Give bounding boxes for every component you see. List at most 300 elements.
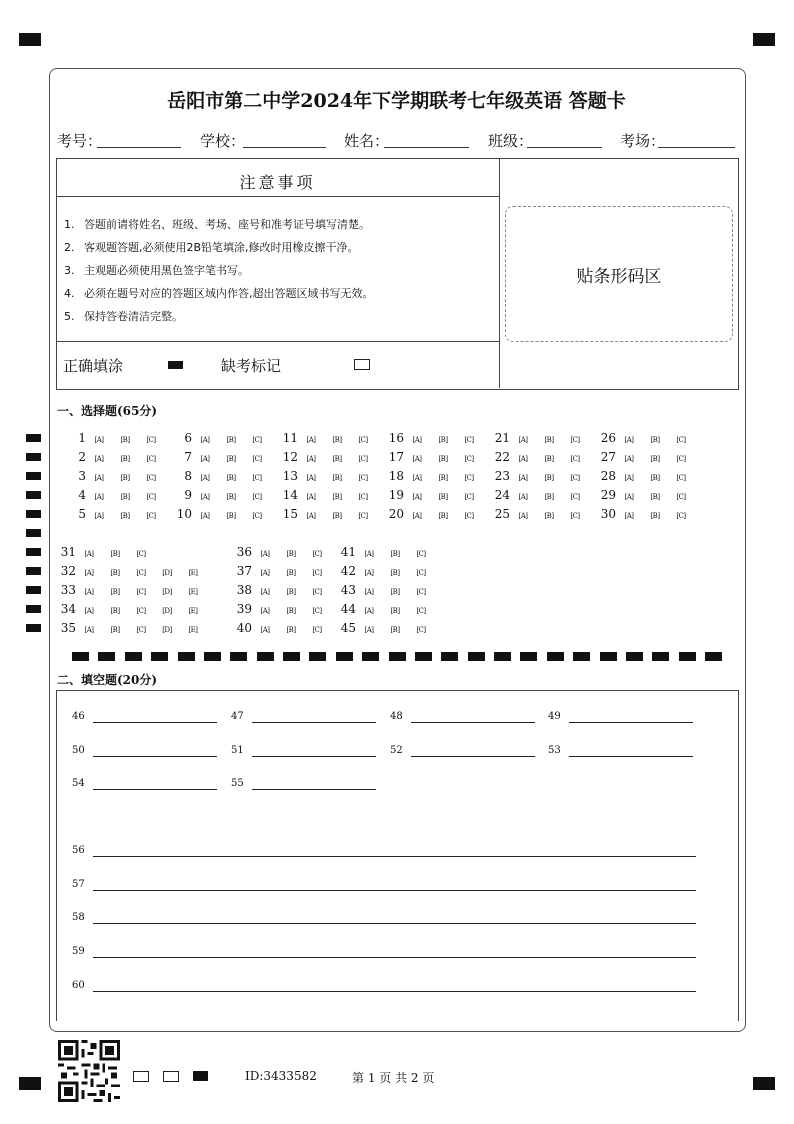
- answer-bubble[interactable]: [C]: [312, 550, 322, 558]
- blank-number: 54: [72, 778, 85, 789]
- answer-bubble[interactable]: [C]: [136, 626, 146, 634]
- choice-question: [62, 469, 168, 483]
- long-answer-line[interactable]: [93, 991, 696, 992]
- answer-bubble[interactable]: [B]: [390, 626, 400, 634]
- answer-bubble[interactable]: [A]: [306, 493, 316, 501]
- question-number: 32: [60, 564, 76, 578]
- question-number: 12: [282, 450, 298, 464]
- exam-room-field[interactable]: [658, 147, 735, 148]
- long-answer-line[interactable]: [93, 890, 696, 891]
- choice-question: [380, 488, 486, 502]
- answer-bubble[interactable]: [C]: [358, 436, 368, 444]
- answer-bubble[interactable]: [A]: [200, 436, 210, 444]
- question-number: 24: [494, 488, 510, 502]
- timing-mark: [26, 472, 41, 480]
- long-answer-number: 57: [72, 879, 85, 890]
- separator-block: [441, 652, 458, 661]
- timing-mark: [26, 586, 41, 594]
- answer-bubble[interactable]: [B]: [110, 550, 120, 558]
- blank-number: 53: [548, 745, 561, 756]
- choice-question: [592, 488, 698, 502]
- blank-answer-line[interactable]: [252, 722, 376, 723]
- blank-number: 55: [231, 778, 244, 789]
- answer-bubble[interactable]: [C]: [136, 550, 146, 558]
- answer-bubble[interactable]: [A]: [624, 455, 634, 463]
- answer-bubble[interactable]: [A]: [518, 455, 528, 463]
- answer-bubble[interactable]: [B]: [110, 569, 120, 577]
- choice-question: [332, 621, 438, 635]
- question-number: 4: [78, 488, 86, 502]
- answer-bubble[interactable]: [C]: [464, 474, 474, 482]
- answer-bubble[interactable]: [C]: [136, 607, 146, 615]
- blank-answer-line[interactable]: [93, 789, 217, 790]
- question-number: 6: [184, 431, 192, 445]
- answer-bubble[interactable]: [A]: [364, 626, 374, 634]
- answer-bubble[interactable]: [C]: [676, 512, 686, 520]
- choice-question: [332, 564, 438, 578]
- choice-question: [168, 450, 274, 464]
- sheet-title: 岳阳市第二中学2024年下学期联考七年级英语 答题卡: [167, 90, 626, 112]
- answer-bubble[interactable]: [A]: [84, 550, 94, 558]
- answer-bubble[interactable]: [E]: [188, 607, 198, 615]
- answer-bubble[interactable]: [D]: [162, 626, 172, 634]
- notice-item: 4. 必须在题号对应的答题区域内作答,超出答题区域书写无效。: [64, 287, 374, 300]
- separator-block: [204, 652, 221, 661]
- answer-bubble[interactable]: [B]: [120, 436, 130, 444]
- answer-bubble[interactable]: [A]: [306, 436, 316, 444]
- blank-answer-line[interactable]: [252, 789, 376, 790]
- separator-block: [468, 652, 485, 661]
- separator-block: [520, 652, 537, 661]
- separator-block: [125, 652, 142, 661]
- answer-bubble[interactable]: [C]: [416, 569, 426, 577]
- answer-bubble[interactable]: [C]: [570, 436, 580, 444]
- answer-bubble[interactable]: [B]: [332, 455, 342, 463]
- answer-bubble[interactable]: [A]: [364, 550, 374, 558]
- separator-block: [573, 652, 590, 661]
- answer-bubble[interactable]: [A]: [624, 493, 634, 501]
- blank-answer-line[interactable]: [411, 756, 535, 757]
- answer-bubble[interactable]: [B]: [650, 455, 660, 463]
- answer-bubble[interactable]: [A]: [84, 626, 94, 634]
- choice-question: [274, 469, 380, 483]
- answer-bubble[interactable]: [C]: [570, 474, 580, 482]
- answer-bubble[interactable]: [E]: [188, 588, 198, 596]
- answer-bubble[interactable]: [A]: [412, 512, 422, 520]
- question-number: 34: [60, 602, 76, 616]
- question-number: 10: [176, 507, 192, 521]
- answer-bubble[interactable]: [C]: [136, 588, 146, 596]
- answer-bubble[interactable]: [B]: [390, 550, 400, 558]
- blank-answer-line[interactable]: [411, 722, 535, 723]
- question-number: 25: [494, 507, 510, 521]
- school-field[interactable]: [243, 147, 326, 148]
- blank-answer-line[interactable]: [93, 722, 217, 723]
- answer-bubble[interactable]: [A]: [412, 493, 422, 501]
- separator-block: [309, 652, 326, 661]
- answer-bubble[interactable]: [A]: [260, 626, 270, 634]
- choice-question: [52, 602, 210, 616]
- long-answer-line[interactable]: [93, 856, 696, 857]
- separator-block: [626, 652, 643, 661]
- answer-bubble[interactable]: [C]: [136, 569, 146, 577]
- answer-bubble[interactable]: [A]: [306, 512, 316, 520]
- choice-question: [380, 450, 486, 464]
- answer-bubble[interactable]: [C]: [676, 455, 686, 463]
- choice-question: [332, 602, 438, 616]
- answer-bubble[interactable]: [B]: [438, 493, 448, 501]
- answer-bubble[interactable]: [A]: [624, 512, 634, 520]
- answer-bubble[interactable]: [B]: [438, 455, 448, 463]
- notice-item: 1. 答题前请将姓名、班级、考场、座号和准考证号填写清楚。: [64, 218, 370, 231]
- question-number: 17: [388, 450, 404, 464]
- answer-bubble[interactable]: [C]: [312, 607, 322, 615]
- answer-bubble[interactable]: [B]: [226, 493, 236, 501]
- timing-mark: [26, 567, 41, 575]
- blank-answer-line[interactable]: [569, 722, 693, 723]
- question-number: 20: [388, 507, 404, 521]
- answer-bubble[interactable]: [A]: [84, 569, 94, 577]
- barcode-area[interactable]: [505, 206, 733, 342]
- answer-bubble[interactable]: [C]: [358, 455, 368, 463]
- question-number: 7: [184, 450, 192, 464]
- question-number: 11: [282, 431, 298, 445]
- separator-block: [178, 652, 195, 661]
- alignment-marker-top-right: [753, 33, 775, 46]
- question-number: 38: [236, 583, 252, 597]
- answer-bubble[interactable]: [B]: [650, 493, 660, 501]
- answer-bubble[interactable]: [B]: [438, 436, 448, 444]
- blank-number: 48: [390, 711, 403, 722]
- blank-number: 47: [231, 711, 244, 722]
- answer-bubble[interactable]: [B]: [390, 607, 400, 615]
- section-separator-strip: [72, 652, 722, 661]
- answer-bubble[interactable]: [C]: [146, 455, 156, 463]
- choice-question: [168, 431, 274, 445]
- answer-bubble[interactable]: [A]: [94, 512, 104, 520]
- question-number: 41: [340, 545, 356, 559]
- alignment-marker-bottom-left: [19, 1077, 41, 1090]
- notice-item: 2. 客观题答题,必须使用2B铅笔填涂,修改时用橡皮擦干净。: [64, 241, 359, 254]
- question-number: 1: [78, 431, 86, 445]
- answer-bubble[interactable]: [C]: [252, 455, 262, 463]
- answer-bubble[interactable]: [A]: [624, 436, 634, 444]
- choice-question: [274, 431, 380, 445]
- answer-bubble[interactable]: [B]: [110, 626, 120, 634]
- answer-bubble[interactable]: [A]: [200, 455, 210, 463]
- separator-block: [389, 652, 406, 661]
- answer-bubble[interactable]: [B]: [110, 607, 120, 615]
- choice-question: [52, 564, 210, 578]
- answer-bubble[interactable]: [B]: [332, 493, 342, 501]
- exam-number-field[interactable]: [97, 147, 181, 148]
- answer-bubble[interactable]: [B]: [332, 512, 342, 520]
- answer-bubble[interactable]: [C]: [252, 474, 262, 482]
- question-number: 18: [388, 469, 404, 483]
- answer-bubble[interactable]: [C]: [676, 436, 686, 444]
- answer-bubble[interactable]: [C]: [252, 436, 262, 444]
- answer-bubble[interactable]: [B]: [110, 588, 120, 596]
- choice-question: [592, 469, 698, 483]
- answer-bubble[interactable]: [C]: [570, 512, 580, 520]
- answer-bubble[interactable]: [A]: [306, 455, 316, 463]
- answer-bubble[interactable]: [A]: [260, 550, 270, 558]
- answer-bubble[interactable]: [A]: [306, 474, 316, 482]
- question-number: 21: [494, 431, 510, 445]
- answer-bubble[interactable]: [B]: [226, 436, 236, 444]
- question-number: 15: [282, 507, 298, 521]
- answer-bubble[interactable]: [A]: [364, 569, 374, 577]
- answer-bubble[interactable]: [A]: [412, 455, 422, 463]
- question-number: 19: [388, 488, 404, 502]
- footer-box: [163, 1071, 179, 1082]
- answer-bubble[interactable]: [C]: [358, 512, 368, 520]
- long-answer-line[interactable]: [93, 923, 696, 924]
- choice-question: [592, 507, 698, 521]
- answer-bubble[interactable]: [B]: [286, 550, 296, 558]
- notice-divider-top: [56, 196, 499, 197]
- answer-bubble[interactable]: [C]: [358, 493, 368, 501]
- absent-mark-box[interactable]: [354, 359, 370, 370]
- answer-bubble[interactable]: [A]: [518, 493, 528, 501]
- answer-bubble[interactable]: [C]: [252, 493, 262, 501]
- question-number: 33: [60, 583, 76, 597]
- answer-bubble[interactable]: [D]: [162, 569, 172, 577]
- choice-question: [228, 602, 334, 616]
- answer-bubble[interactable]: [A]: [94, 474, 104, 482]
- question-number: 44: [340, 602, 356, 616]
- question-number: 45: [340, 621, 356, 635]
- answer-bubble[interactable]: [B]: [390, 569, 400, 577]
- answer-bubble[interactable]: [C]: [416, 588, 426, 596]
- blank-answer-line[interactable]: [252, 756, 376, 757]
- answer-bubble[interactable]: [A]: [260, 569, 270, 577]
- answer-bubble[interactable]: [A]: [260, 588, 270, 596]
- choice-question: [486, 507, 592, 521]
- answer-bubble[interactable]: [A]: [364, 607, 374, 615]
- question-number: 35: [60, 621, 76, 635]
- separator-block: [652, 652, 669, 661]
- blank-number: 49: [548, 711, 561, 722]
- answer-bubble[interactable]: [A]: [624, 474, 634, 482]
- answer-bubble[interactable]: [B]: [544, 436, 554, 444]
- timing-mark: [26, 434, 41, 442]
- choice-question: [486, 488, 592, 502]
- answer-bubble[interactable]: [C]: [146, 493, 156, 501]
- answer-bubble[interactable]: [C]: [676, 474, 686, 482]
- answer-bubble[interactable]: [C]: [312, 588, 322, 596]
- separator-block: [415, 652, 432, 661]
- answer-bubble[interactable]: [C]: [570, 493, 580, 501]
- answer-bubble[interactable]: [A]: [94, 493, 104, 501]
- sheet-id: ID:3433582: [245, 1069, 317, 1083]
- answer-bubble[interactable]: [C]: [570, 455, 580, 463]
- answer-bubble[interactable]: [C]: [464, 512, 474, 520]
- choice-question: [592, 431, 698, 445]
- answer-bubble[interactable]: [C]: [358, 474, 368, 482]
- question-number: 26: [600, 431, 616, 445]
- timing-mark: [26, 624, 41, 632]
- question-number: 40: [236, 621, 252, 635]
- timing-mark: [26, 548, 41, 556]
- choice-question: [486, 469, 592, 483]
- question-number: 30: [600, 507, 616, 521]
- answer-bubble[interactable]: [D]: [162, 607, 172, 615]
- answer-bubble[interactable]: [C]: [312, 626, 322, 634]
- question-number: 9: [184, 488, 192, 502]
- correct-fill-label: 正确填涂: [63, 357, 124, 375]
- question-number: 22: [494, 450, 510, 464]
- answer-bubble[interactable]: [B]: [650, 436, 660, 444]
- answer-bubble[interactable]: [C]: [146, 474, 156, 482]
- timing-mark: [26, 491, 41, 499]
- question-number: 14: [282, 488, 298, 502]
- separator-block: [98, 652, 115, 661]
- timing-mark: [26, 510, 41, 518]
- answer-bubble[interactable]: [C]: [464, 493, 474, 501]
- question-number: 39: [236, 602, 252, 616]
- separator-block: [362, 652, 379, 661]
- answer-bubble[interactable]: [A]: [412, 474, 422, 482]
- blank-number: 50: [72, 745, 85, 756]
- question-number: 28: [600, 469, 616, 483]
- answer-bubble[interactable]: [E]: [188, 569, 198, 577]
- separator-block: [600, 652, 617, 661]
- name-field[interactable]: [384, 147, 469, 148]
- answer-bubble[interactable]: [B]: [120, 512, 130, 520]
- choice-question: [274, 488, 380, 502]
- answer-bubble[interactable]: [C]: [464, 455, 474, 463]
- choice-question: [228, 564, 334, 578]
- answer-bubble[interactable]: [B]: [226, 474, 236, 482]
- choice-question: [274, 507, 380, 521]
- answer-bubble[interactable]: [B]: [650, 512, 660, 520]
- answer-bubble[interactable]: [B]: [438, 474, 448, 482]
- answer-bubble[interactable]: [B]: [332, 474, 342, 482]
- choice-question: [380, 507, 486, 521]
- long-answer-number: 59: [72, 946, 85, 957]
- answer-bubble[interactable]: [B]: [286, 607, 296, 615]
- question-number: 23: [494, 469, 510, 483]
- timing-mark: [26, 529, 41, 537]
- answer-bubble[interactable]: [B]: [650, 474, 660, 482]
- choice-question: [62, 431, 168, 445]
- answer-bubble[interactable]: [A]: [200, 474, 210, 482]
- separator-block: [679, 652, 696, 661]
- answer-bubble[interactable]: [A]: [94, 455, 104, 463]
- answer-bubble[interactable]: [A]: [518, 512, 528, 520]
- page-indicator: 第 1 页 共 2 页: [352, 1071, 435, 1085]
- answer-bubble[interactable]: [A]: [518, 436, 528, 444]
- choice-question: [228, 583, 334, 597]
- choice-question: [168, 507, 274, 521]
- answer-bubble[interactable]: [C]: [312, 569, 322, 577]
- answer-bubble[interactable]: [B]: [226, 455, 236, 463]
- answer-bubble[interactable]: [C]: [416, 607, 426, 615]
- answer-bubble[interactable]: [D]: [162, 588, 172, 596]
- separator-block: [494, 652, 511, 661]
- question-number: 42: [340, 564, 356, 578]
- answer-bubble[interactable]: [B]: [286, 588, 296, 596]
- class-field[interactable]: [527, 147, 602, 148]
- answer-bubble[interactable]: [C]: [464, 436, 474, 444]
- question-number: 31: [60, 545, 76, 559]
- answer-bubble[interactable]: [B]: [120, 493, 130, 501]
- answer-bubble[interactable]: [A]: [200, 512, 210, 520]
- answer-bubble[interactable]: [B]: [544, 474, 554, 482]
- answer-bubble[interactable]: [A]: [518, 474, 528, 482]
- choice-question: [228, 545, 334, 559]
- question-number: 2: [78, 450, 86, 464]
- answer-bubble[interactable]: [B]: [286, 626, 296, 634]
- choice-question: [168, 469, 274, 483]
- answer-bubble[interactable]: [C]: [416, 550, 426, 558]
- answer-bubble[interactable]: [B]: [544, 512, 554, 520]
- answer-bubble[interactable]: [B]: [120, 474, 130, 482]
- notice-item: 3. 主观题必须使用黑色签字笔书写。: [64, 264, 249, 277]
- answer-bubble[interactable]: [C]: [416, 626, 426, 634]
- answer-bubble[interactable]: [B]: [544, 455, 554, 463]
- school-label: 学校：: [200, 132, 246, 150]
- section-choice-title: 一、选择题(65分): [57, 404, 158, 418]
- question-number: 36: [236, 545, 252, 559]
- answer-bubble[interactable]: [A]: [200, 493, 210, 501]
- answer-bubble[interactable]: [A]: [84, 588, 94, 596]
- choice-question: [52, 545, 158, 559]
- choice-question: [332, 545, 438, 559]
- answer-bubble[interactable]: [C]: [146, 436, 156, 444]
- answer-bubble[interactable]: [E]: [188, 626, 198, 634]
- choice-question: [380, 469, 486, 483]
- answer-bubble[interactable]: [B]: [390, 588, 400, 596]
- long-answer-number: 60: [72, 980, 85, 991]
- long-answer-number: 58: [72, 912, 85, 923]
- blank-answer-line[interactable]: [93, 756, 217, 757]
- answer-bubble[interactable]: [A]: [260, 607, 270, 615]
- separator-block: [230, 652, 247, 661]
- barcode-area-label: 贴条形码区: [576, 266, 662, 287]
- question-number: 37: [236, 564, 252, 578]
- answer-bubble[interactable]: [A]: [94, 436, 104, 444]
- answer-bubble[interactable]: [B]: [544, 493, 554, 501]
- answer-bubble[interactable]: [A]: [84, 607, 94, 615]
- long-answer-line[interactable]: [93, 957, 696, 958]
- choice-question: [52, 621, 210, 635]
- answer-bubble[interactable]: [B]: [120, 455, 130, 463]
- answer-bubble[interactable]: [B]: [226, 512, 236, 520]
- exam-number-label: 考号：: [57, 132, 103, 150]
- choice-question: [380, 431, 486, 445]
- answer-bubble[interactable]: [B]: [332, 436, 342, 444]
- answer-bubble[interactable]: [A]: [364, 588, 374, 596]
- choice-question: [332, 583, 438, 597]
- blank-answer-line[interactable]: [569, 756, 693, 757]
- notice-title: 注意事项: [239, 173, 316, 192]
- question-number: 27: [600, 450, 616, 464]
- answer-bubble[interactable]: [C]: [146, 512, 156, 520]
- answer-bubble[interactable]: [C]: [252, 512, 262, 520]
- answer-bubble[interactable]: [A]: [412, 436, 422, 444]
- answer-bubble[interactable]: [C]: [676, 493, 686, 501]
- question-number: 29: [600, 488, 616, 502]
- answer-bubble[interactable]: [B]: [438, 512, 448, 520]
- choice-question: [592, 450, 698, 464]
- question-number: 43: [340, 583, 356, 597]
- answer-bubble[interactable]: [B]: [286, 569, 296, 577]
- class-label: 班级：: [488, 132, 534, 150]
- exam-room-label: 考场：: [620, 132, 666, 150]
- absent-mark-label: 缺考标记: [221, 357, 282, 375]
